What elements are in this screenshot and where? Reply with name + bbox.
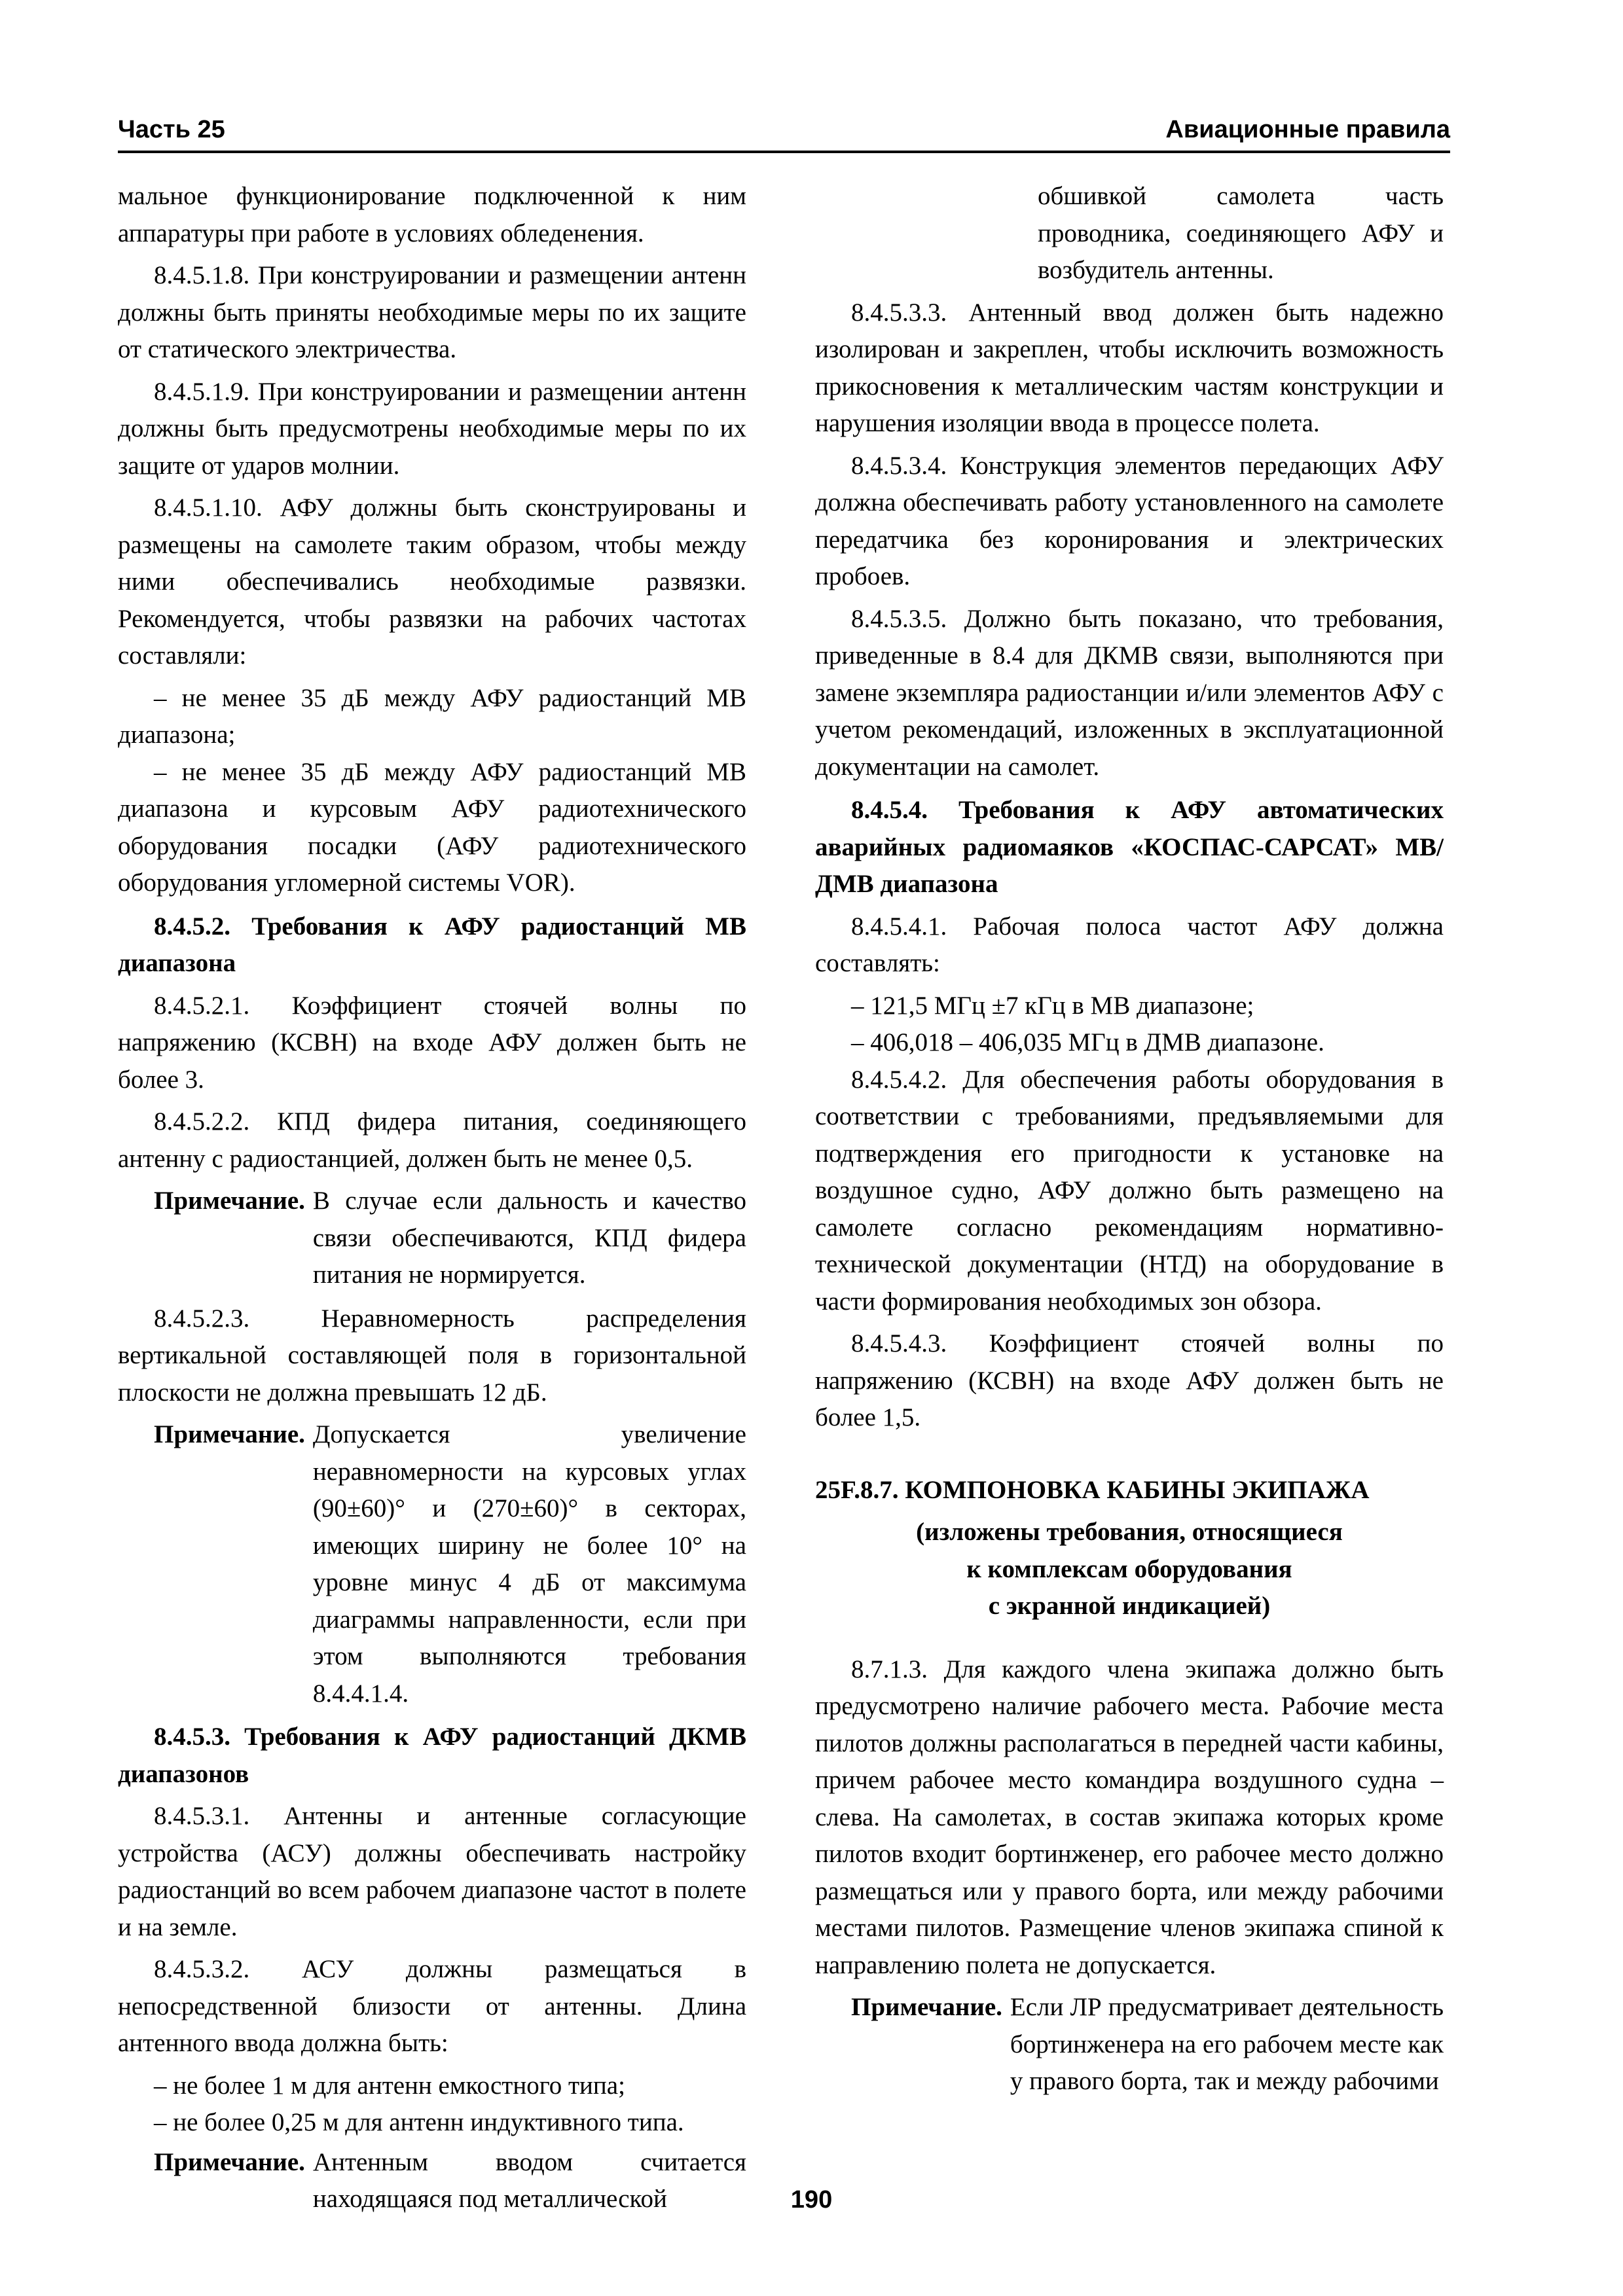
paragraph: 8.4.5.2.3. Неравномерность распределения вертикальной составляющей поля в горизонтальной плоскости не должна превышать 12 дБ. (118, 1304, 746, 1407)
paragraph: 8.4.5.2.2. КПД фидера питания, соединяющего антенну с радиостанцией, должен быть не менее 0,5. (118, 1107, 746, 1173)
paragraph: 8.4.5.4.1. Рабочая полоса частот АФУ должна составлять: (815, 912, 1444, 977)
subsection-heading: 8.4.5.4. Требования к АФУ автоматических аварийных радиомаяков «КОСПАС-САРСАТ» МВ/ДМВ диапазона (815, 796, 1444, 898)
paragraph: 8.4.5.2.1. Коэффициент стоячей волны по напряжению (КСВН) на входе АФУ должен быть не более 3. (118, 991, 746, 1094)
subsection-heading: 8.4.5.2. Требования к АФУ радиостанций МВ диапазона (118, 912, 746, 977)
paragraph: 8.4.5.3.5. Должно быть показано, что требования, приведенные в 8.4 для ДКМВ связи, выполняются при замене экземпляра радиостанции и/или элементов АФУ с учетом рекомендаций, изложенных в эксплуатационной документации на самолет. (815, 604, 1444, 781)
section-subtitle-line: с экранной индикацией) (988, 1592, 1271, 1620)
note-text: В случае если дальность и качество связи обеспечиваются, КПД фидера питания не нормируется. (312, 1187, 746, 1289)
paragraph: 8.4.5.3.3. Антенный ввод должен быть надежно изолирован и закреплен, чтобы исключить возможность прикосновения к металлическим частям конструкции и нарушения изоляции ввода в процессе полета. (815, 298, 1444, 437)
note-continuation: обшивкой самолета часть проводника, соединяющего АФУ и возбудитель антенны. (1038, 182, 1444, 284)
note-text: Допускается увеличение неравномерности на курсовых углах (90±60)° и (270±60)° в секторах, имеющих ширину не более 10° на уровне минус 4 дБ от максимума диаграммы направленности, если при этом выполняются требования 8.4.4.1.4. (312, 1420, 746, 1708)
header-part-label: Часть 25 (118, 116, 225, 143)
note-label: Примечание. (154, 2147, 305, 2176)
note-label: Примечание. (154, 1187, 305, 1215)
left-column (118, 178, 746, 2225)
subsection-heading: 8.4.5.3. Требования к АФУ радиостанций ДКМВ диапазонов (118, 1723, 746, 1788)
note-label: Примечание. (851, 1993, 1002, 2021)
note-text: Антенным вводом считается находящаяся под металлической (312, 2147, 746, 2213)
paragraph: 8.4.5.1.9. При конструировании и размещении антенн должны быть предусмотрены необходимые меры по их защите от ударов молнии. (118, 377, 746, 480)
paragraph: 8.4.5.1.8. При конструировании и размещении антенн должны быть приняты необходимые меры по их защите от статического электричества. (118, 261, 746, 363)
note-label: Примечание. (154, 1420, 305, 1448)
right-column (815, 178, 1444, 2107)
paragraph: 8.7.1.3. Для каждого члена экипажа должно быть предусмотрено наличие рабочего места. Рабочие места пилотов должны располагаться в передней части кабины, причем рабочее место командира воздушного судна – слева. На самолетах, в состав экипажа которых кроме пилотов входит бортинженер, его рабочее место должно размещаться или у правого борта, или между рабочими местами пилотов. Размещение членов экипажа спиной к направлению полета не допускается. (815, 1655, 1444, 1979)
paragraph: 8.4.5.3.2. АСУ должны размещаться в непосредственной близости от антенны. Длина антенного ввода должна быть: (118, 1955, 746, 2057)
paragraph: 8.4.5.4.2. Для обеспечения работы оборудования в соответствии с требованиями, предъявляемыми для подтверждения его пригодности к установке на воздушное судно, АФУ должно быть размещено на самолете согласно рекомендациям нормативно-технической документации (НТД) на оборудование в части формирования необходимых зон обзора. (815, 1065, 1444, 1316)
list-item: – не более 1 м для антенн емкостного типа; (154, 2071, 625, 2100)
page-number: 190 (790, 2186, 833, 2214)
page-header (118, 111, 1450, 153)
note (118, 1183, 746, 1294)
paragraph: мальное функционирование подключенной к ним аппаратуры при работе в условиях обледенения. (118, 182, 746, 247)
paragraph: 8.4.5.4.3. Коэффициент стоячей волны по напряжению (КСВН) на входе АФУ должен быть не более 1,5. (815, 1329, 1444, 1431)
section-subtitle (815, 1514, 1444, 1625)
note-text: Если ЛР предусматривает деятельность бортинженера на его рабочем месте как у правого борта, так и между рабочими (1010, 1993, 1444, 2095)
paragraph: 8.4.5.3.4. Конструкция элементов передающих АФУ должна обеспечивать работу установленного на самолете передатчика без коронирования и электрических пробоев. (815, 451, 1444, 590)
paragraph: 8.4.5.1.10. АФУ должны быть сконструированы и размещены на самолете таким образом, чтобы между ними обеспечивались необходимые развязки. Рекомендуется, чтобы развязки на рабочих частотах составляли: (118, 493, 746, 670)
header-title: Авиационные правила (1165, 116, 1450, 143)
list-item: – не менее 35 дБ между АФУ радиостанций МВ диапазона; (118, 683, 746, 749)
section-subtitle-line: (изложены требования, относящиеся (916, 1518, 1343, 1546)
list-item: – 406,018 – 406,035 МГц в ДМВ диапазоне. (851, 1028, 1324, 1056)
list-item: – не менее 35 дБ между АФУ радиостанций МВ диапазона и курсовым АФУ радиотехнического оборудования посадки (АФУ радиотехнического оборудования угломерной системы VOR). (118, 757, 746, 897)
note (118, 1416, 746, 1712)
note (815, 1989, 1444, 2100)
list-item: – 121,5 МГц ±7 кГц в МВ диапазоне; (851, 991, 1254, 1020)
list-item: – не более 0,25 м для антенн индуктивного типа. (154, 2108, 684, 2136)
section-subtitle-line: к комплексам оборудования (966, 1554, 1292, 1583)
paragraph: 8.4.5.3.1. Антенны и антенные согласующие устройства (АСУ) должны обеспечивать настройку радиостанций во всем рабочем диапазоне частот в полете и на земле. (118, 1802, 746, 1941)
section-title: 25F.8.7. КОМПОНОВКА КАБИНЫ ЭКИПАЖА (815, 1475, 1370, 1504)
